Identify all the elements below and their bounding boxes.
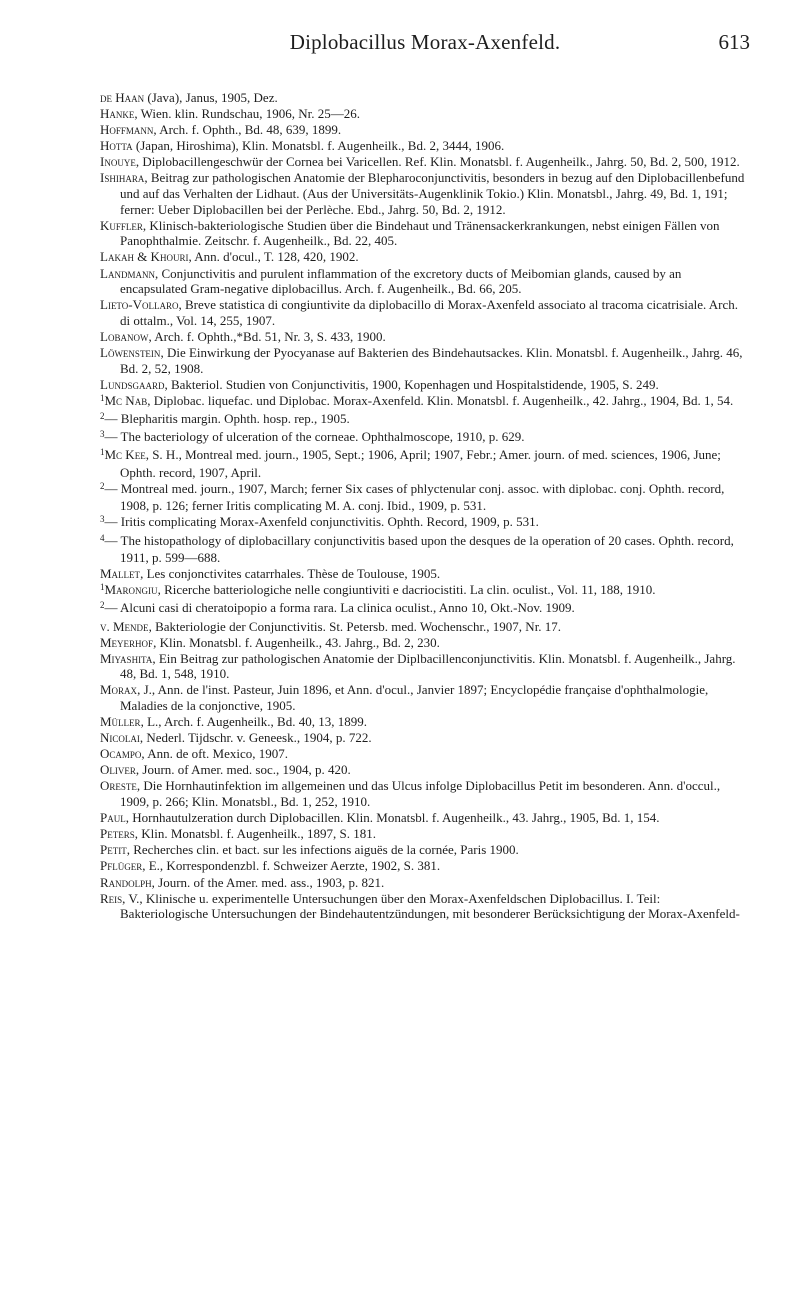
reference-entry (100, 858, 750, 874)
footnote-mark: 4 (100, 532, 105, 543)
reference-text: , Les conjonctivites catarrhales. Thèse de Toulouse, 1905. (140, 566, 441, 582)
reference-text: — Blepharitis margin. Ophth. hosp. rep., 1905. (104, 410, 350, 426)
reference-text: , Klin. Monatsbl. f. Augenheilk., 43. Jahrg., Bd. 2, 230. (153, 634, 440, 650)
reference-entry (100, 393, 750, 411)
reference-entry (100, 875, 750, 891)
footnote-mark: 2 (100, 480, 105, 491)
reference-author: Inouye (100, 154, 136, 170)
reference-text: , Breve statistica di congiuntivite da diplobacillo di Morax-Axenfeld associato al tracoma cicatrisiale. Arch. di ottalm., Vol. 14, 255, 1907. (120, 297, 739, 328)
footnote-mark: 2 (100, 600, 105, 611)
reference-entry (100, 170, 750, 217)
reference-author: Ocampo (100, 746, 142, 762)
reference-author: Nicolai (100, 730, 140, 746)
reference-text: , V., Klinische u. experimentelle Untersuchungen über den Morax-Axenfeldschen Diplobacillus. I. Teil: Bakteriologische Untersuchungen der Bindehautentzündungen, mit besonderer Berücksichtigung der Morax-Axenfeld- (120, 890, 740, 922)
reference-entry (100, 266, 750, 297)
reference-text: , Klin. Monatsbl. f. Augenheilk., 1897, S. 181. (134, 826, 376, 842)
reference-author: de Haan (100, 90, 145, 105)
reference-author: Lieto-Vollaro (100, 297, 179, 313)
reference-author: Meyerhof (100, 634, 154, 650)
reference-list (100, 90, 750, 922)
reference-entry (100, 90, 750, 106)
footnote-mark: 1 (100, 582, 105, 593)
reference-author: Petit (100, 842, 127, 858)
reference-text: , Journ. of Amer. med. soc., 1904, p. 420. (135, 762, 351, 778)
reference-entry (100, 411, 750, 429)
reference-text: , Klinisch-bakteriologische Studien über die Bindehaut und Tränensackerkrankungen, nebst einigen Fällen von Panophthalmie. Zeitschr. f. Augenheilk., Bd. 22, 405. (120, 217, 720, 249)
reference-author: Hotta (100, 138, 133, 154)
reference-text: , Beitrag zur pathologischen Anatomie der Blepharoconjunctivitis, besonders in bezug auf den Diplobacillenbefund und auf das Verhalten der Lidhaut. (Aus der Universitäts-Augenklinik Tokio.) Klin. Monatsbl., Jahrg. 49, Bd. 1, 191; ferner: Ueber Diplobacillen bei der Perlèche. Ebd., Jahrg. 50, Bd. 2, 1912. (120, 170, 745, 217)
reference-entry (100, 842, 750, 858)
reference-author: Kuffler (100, 217, 143, 233)
page-header (100, 30, 750, 58)
reference-entry (100, 514, 750, 532)
reference-text: , Journ. of the Amer. med. ass., 1903, p. 821. (151, 874, 385, 890)
reference-text: — Montreal med. journ., 1907, March; ferner Six cases of phlyctenular conj. assoc. with diplobac. conj. Ophth. record, 1908, p. 126; ferner Iritis complicating M. A. conj. Ibid., 1909, p. 531. (104, 480, 725, 514)
reference-entry (100, 345, 750, 376)
reference-entry (100, 329, 750, 345)
reference-entry (100, 682, 750, 713)
reference-entry (100, 762, 750, 778)
reference-text: , Conjunctivitis and purulent inflammation of the excretory ducts of Meibomian glands, caused by an encapsulated Gram-negative diplobacillus. Arch. f. Augenheilk., Bd. 66, 205. (120, 265, 682, 297)
reference-text: — The histopathology of diplobacillary conjunctivitis based upon the desques de la operation of 20 cases. Ophth. record, 1911, p. 599—688. (104, 532, 734, 566)
reference-author: v. Mende (100, 618, 149, 634)
reference-entry (100, 533, 750, 566)
footnote-mark: 3 (100, 514, 105, 525)
reference-author: Oliver (100, 762, 136, 778)
reference-author: Müller (100, 714, 141, 730)
reference-text: , Ann. de oft. Mexico, 1907. (141, 746, 288, 762)
reference-text: (Japan, Hiroshima), Klin. Monatsbl. f. Augenheilk., Bd. 2, 3444, 1906. (132, 138, 505, 154)
reference-author: Hoffmann (100, 122, 154, 138)
reference-entry (100, 651, 750, 682)
reference-author: Hanke (100, 106, 135, 122)
reference-text: , L., Arch. f. Augenheilk., Bd. 40, 13, 1899. (140, 714, 367, 730)
reference-author: Löwenstein (100, 345, 161, 360)
reference-author: Morax (100, 682, 138, 698)
page-number: 613 (718, 30, 750, 54)
footnote-mark: 3 (100, 428, 105, 439)
reference-entry (100, 566, 750, 582)
reference-author: Pflüger (100, 858, 143, 874)
footnote-mark: 1 (100, 447, 105, 458)
reference-entry (100, 730, 750, 746)
reference-text: , S. H., Montreal med. journ., 1905, Sept.; 1906, April; 1907, Febr.; Amer. journ. of med. sciences, 1906, June; Ophth. record, 1907, April. (120, 447, 721, 480)
reference-author: Lundsgaard (100, 376, 165, 392)
reference-text: (Java), Janus, 1905, Dez. (144, 90, 278, 105)
reference-entry (100, 891, 750, 922)
running-title: Diplobacillus Morax-Axenfeld. (289, 30, 561, 54)
reference-text: , Die Hornhautinfektion im allgemeinen und das Ulcus infolge Diplobacillus Petit im besonderen. Ann. d'occul., 1909, p. 266; Klin. Monatsbl., Bd. 1, 252, 1910. (120, 778, 721, 810)
reference-author: Marongiu (104, 582, 158, 598)
reference-author: Lobanow (100, 328, 149, 344)
reference-entry (100, 810, 750, 826)
reference-entry (100, 582, 750, 600)
reference-text: , Ann. d'ocul., T. 128, 420, 1902. (188, 249, 359, 265)
footnote-mark: 1 (100, 392, 105, 403)
reference-entry (100, 481, 750, 514)
footnote-mark: 2 (100, 410, 105, 421)
reference-author: Miyashita (100, 650, 153, 666)
reference-author: Reis (100, 890, 123, 906)
reference-entry (100, 826, 750, 842)
reference-text: , Ricerche batteriologiche nelle congiuntiviti e dacriocistiti. La clin. oculist., Vol. 11, 188, 1910. (157, 582, 656, 598)
reference-author: Peters (100, 826, 135, 842)
reference-entry (100, 746, 750, 762)
reference-text: , Ein Beitrag zur pathologischen Anatomie der Diplbacillenconjunctivitis. Klin. Monatsbl. f. Augenheilk., Jahrg. 48, Bd. 1, 548, 1910. (120, 650, 736, 682)
reference-text: , Die Einwirkung der Pyocyanase auf Bakterien des Bindehautsackes. Klin. Monatsbl. f. Augenheilk., Jahrg. 46, Bd. 2, 52, 1908. (120, 345, 743, 376)
reference-author: Lakah & Khouri (100, 249, 189, 265)
reference-text: , Arch. f. Ophth.,*Bd. 51, Nr. 3, S. 433, 1900. (148, 328, 386, 344)
reference-author: Mc Nab (104, 392, 148, 408)
reference-entry (100, 714, 750, 730)
reference-entry (100, 429, 750, 447)
reference-author: Paul (100, 810, 126, 826)
reference-author: Mc Kee (104, 447, 146, 463)
reference-text: , Nederl. Tijdschr. v. Geneesk., 1904, p. 722. (139, 730, 372, 746)
reference-text: , J., Ann. de l'inst. Pasteur, Juin 1896, et Ann. d'ocul., Janvier 1897; Encyclopédie française d'ophthalmologie, Maladies de la conjonctive, 1905. (120, 682, 709, 713)
reference-author: Oreste (100, 778, 137, 794)
reference-entry (100, 218, 750, 249)
reference-text: , Diplobacillengeschwür der Cornea bei Varicellen. Ref. Klin. Monatsbl. f. Augenheilk., Jahrg. 50, Bd. 2, 500, 1912. (135, 154, 740, 170)
reference-entry (100, 778, 750, 809)
reference-author: Randolph (100, 874, 152, 890)
reference-author: Ishihara (100, 170, 145, 186)
reference-text: , Hornhautulzeration durch Diplobacillen. Klin. Monatsbl. f. Augenheilk., 43. Jahrg., 1905, Bd. 1, 154. (125, 810, 660, 826)
reference-text: , Recherches clin. et bact. sur les infections aiguës de la cornée, Paris 1900. (126, 842, 519, 858)
reference-entry (100, 297, 750, 328)
reference-author: Mallet (100, 566, 141, 582)
reference-text: — The bacteriology of ulceration of the corneae. Ophthalmoscope, 1910, p. 629. (104, 428, 525, 444)
reference-entry (100, 600, 750, 618)
reference-entry (100, 447, 750, 480)
reference-text: , Diplobac. liquefac. und Diplobac. Morax-Axenfeld. Klin. Monatsbl. f. Augenheilk., 42. Jahrg., 1904, Bd. 1, 54. (147, 392, 734, 408)
reference-entry (100, 154, 750, 170)
reference-text: — Alcuni casi di cheratoipopio a forma rara. La clinica oculist., Anno 10, Okt.-Nov. 1909. (104, 600, 575, 616)
reference-entry (100, 635, 750, 651)
reference-text: , E., Korrespondenzbl. f. Schweizer Aerzte, 1902, S. 381. (142, 858, 441, 874)
reference-text: , Bakteriol. Studien von Conjunctivitis, 1900, Kopenhagen und Hospitalstidende, 1905, S. 249. (164, 376, 659, 392)
reference-text: — Iritis complicating Morax-Axenfeld conjunctivitis. Ophth. Record, 1909, p. 531. (104, 514, 539, 530)
reference-text: , Wien. klin. Rundschau, 1906, Nr. 25—26. (134, 106, 361, 122)
reference-entry (100, 377, 750, 393)
reference-entry (100, 619, 750, 635)
reference-entry (100, 249, 750, 265)
reference-text: , Bakteriologie der Conjunctivitis. St. Petersb. med. Wochenschr., 1907, Nr. 17. (148, 618, 562, 634)
reference-entry (100, 138, 750, 154)
reference-author: Landmann (100, 265, 155, 281)
reference-entry (100, 122, 750, 138)
reference-entry (100, 106, 750, 122)
reference-text: , Arch. f. Ophth., Bd. 48, 639, 1899. (153, 122, 342, 138)
